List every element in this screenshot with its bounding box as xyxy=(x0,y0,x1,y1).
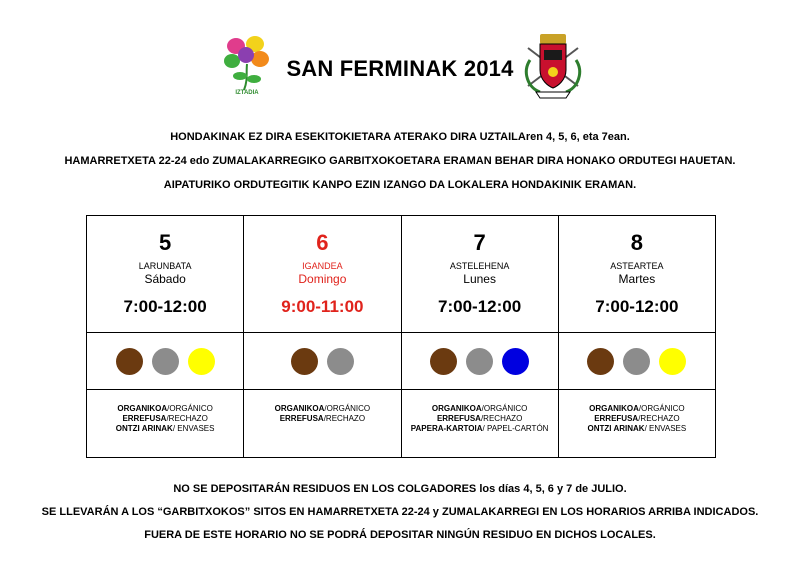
day-hours: 7:00-12:00 xyxy=(438,297,522,316)
day-name-es: Domingo xyxy=(298,272,347,286)
waste-type-es: / PAPEL-CARTÓN xyxy=(482,424,549,433)
day-name-es: Lunes xyxy=(463,272,496,286)
waste-type-eu: ERREFUSA xyxy=(436,414,481,423)
waste-type-eu: ERREFUSA xyxy=(279,414,324,423)
footer-line-2: SE LLEVARÁN A LOS “GARBITXOKOS” SITOS EN HAMARRETXETA 22-24 y ZUMALAKARREGI EN LOS HORARIOS ARRIBA INDICADOS. xyxy=(41,506,759,518)
waste-type-es: / ENVASES xyxy=(644,424,687,433)
waste-type-eu: ONTZI ARINAK xyxy=(587,424,645,433)
intro-line-1: HONDAKINAK EZ DIRA ESEKITOKIETARA ATERAKO DIRA UZTAILAren 4, 5, 6, eta 7ean. xyxy=(170,131,630,143)
day-number: 5 xyxy=(159,230,172,255)
day-hours: 9:00-11:00 xyxy=(281,297,364,316)
intro-line-3: AIPATURIKO ORDUTEGITIK KANPO EZIN IZANGO DA LOKALERA HONDAKINIK ERAMAN. xyxy=(163,179,637,191)
waste-type-eu: ORGANIKOA xyxy=(117,404,168,413)
day-name-eu: LARUNBATA xyxy=(138,261,192,271)
day-name-eu: IGANDEA xyxy=(302,261,343,271)
footer-text xyxy=(0,483,800,552)
bin-color-dot xyxy=(502,348,529,375)
bin-colors xyxy=(244,333,400,390)
schedule-table xyxy=(86,215,716,458)
bin-color-dot xyxy=(116,348,143,375)
waste-type-eu: ORGANIKOA xyxy=(431,404,482,413)
day-column xyxy=(87,216,244,457)
day-name-eu: ASTELEHENA xyxy=(449,261,510,271)
waste-type-es: /RECHAZO xyxy=(638,414,680,423)
waste-types xyxy=(244,390,400,457)
page-title: SAN FERMINAK 2014 xyxy=(286,56,514,81)
waste-type-line xyxy=(402,414,558,424)
day-hours: 7:00-12:00 xyxy=(123,297,207,316)
header xyxy=(0,30,800,102)
intro-line-2: HAMARRETXETA 22-24 edo ZUMALAKARREGIKO GARBITXOKOETARA ERAMAN BEHAR DIRA HONAKO ORDUTEGI HAUETAN. xyxy=(64,155,736,167)
day-header xyxy=(402,216,558,333)
day-column xyxy=(559,216,715,457)
waste-type-eu: ERREFUSA xyxy=(122,414,167,423)
bin-color-dot xyxy=(587,348,614,375)
footer-line-1: NO SE DEPOSITARÁN RESIDUOS EN LOS COLGADORES los días 4, 5, 6 y 7 de JULIO. xyxy=(173,483,627,495)
waste-type-line xyxy=(244,404,400,414)
waste-type-es: /ORGÁNICO xyxy=(481,404,528,413)
waste-types xyxy=(402,390,558,457)
waste-type-eu: ORGANIKOA xyxy=(274,404,325,413)
coat-of-arms-icon xyxy=(520,30,586,100)
footer-line-3: FUERA DE ESTE HORARIO NO SE PODRÁ DEPOSITAR NINGÚN RESIDUO EN DICHOS LOCALES. xyxy=(144,529,656,541)
waste-type-line xyxy=(87,414,243,424)
day-column xyxy=(402,216,559,457)
waste-type-es: /RECHAZO xyxy=(166,414,208,423)
waste-type-eu: ERREFUSA xyxy=(594,414,639,423)
waste-type-es: /ORGÁNICO xyxy=(638,404,685,413)
bin-colors xyxy=(402,333,558,390)
waste-type-line xyxy=(402,424,558,434)
waste-type-line xyxy=(559,414,715,424)
day-header xyxy=(559,216,715,333)
day-header xyxy=(244,216,400,333)
bin-color-dot xyxy=(466,348,493,375)
waste-type-line xyxy=(244,414,400,424)
waste-type-es: / ENVASES xyxy=(172,424,215,433)
day-name-es: Martes xyxy=(618,272,656,286)
bin-color-dot xyxy=(291,348,318,375)
day-column xyxy=(244,216,401,457)
left-logo-text: IZTADIA xyxy=(235,90,259,96)
waste-type-eu: PAPERA-KARTOIA xyxy=(410,424,483,433)
waste-type-line xyxy=(87,424,243,434)
waste-type-es: /ORGÁNICO xyxy=(167,404,213,413)
waste-type-es: /RECHAZO xyxy=(323,414,366,423)
day-hours: 7:00-12:00 xyxy=(595,297,679,316)
bin-color-dot xyxy=(623,348,650,375)
bin-colors xyxy=(87,333,243,390)
waste-type-line xyxy=(87,404,243,414)
intro-text xyxy=(0,132,800,204)
day-header xyxy=(87,216,243,333)
day-name-es: Sábado xyxy=(144,272,186,286)
bin-color-dot xyxy=(430,348,457,375)
bin-colors xyxy=(559,333,715,390)
bin-color-dot xyxy=(188,348,215,375)
day-number: 8 xyxy=(630,230,643,255)
waste-types xyxy=(559,390,715,457)
bin-color-dot xyxy=(327,348,354,375)
waste-type-eu: ORGANIKOA xyxy=(589,404,639,413)
waste-type-es: /RECHAZO xyxy=(480,414,523,423)
day-name-eu: ASTEARTEA xyxy=(610,261,664,271)
waste-types xyxy=(87,390,243,457)
waste-type-eu: ONTZI ARINAK xyxy=(115,424,173,433)
waste-type-es: /ORGÁNICO xyxy=(324,404,371,413)
waste-type-line xyxy=(559,404,715,414)
bin-color-dot xyxy=(152,348,179,375)
waste-type-line xyxy=(402,404,558,414)
waste-type-line xyxy=(559,424,715,434)
day-number: 7 xyxy=(473,230,486,255)
bin-color-dot xyxy=(659,348,686,375)
day-number: 6 xyxy=(316,230,329,255)
